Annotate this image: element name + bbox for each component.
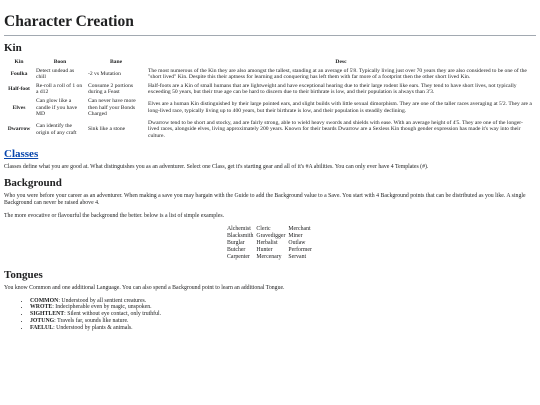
tongues-text: You know Common and one additional Language. You can also spend a Background point to learn an additional Tongue. — [4, 284, 285, 291]
table-row — [227, 254, 315, 261]
background-text-examples-intro: The more evocative or flavourful the background the better. below is a list of simple examples. — [4, 212, 225, 219]
column-header-desc: Desc — [335, 59, 347, 65]
background-text: Who you were before your career as an adventurer. When making a save you may bargain with the Guide to add the Background value to a Save. You start with 4 Background points that can be distributed as you like. A single Background can never be raised above 4. — [4, 192, 526, 206]
kin-boon: Re-roll a roll of 1 on a d12 — [36, 82, 83, 96]
kin-desc: Dwarrow tend to be short and stocky, and are fairly strong, able to wield heavy swords and shields with ease. With an average height of 4'5. They are one of the longer-lived races, alongside elves, living approximately 200 years. Known for their beards Dwarrow are a Sexless Kin though gender expression has made it's way into their culture. — [148, 119, 523, 139]
background-example: Outlaw — [288, 239, 306, 246]
table-row — [4, 68, 536, 83]
tongue-desc: : Indecipherable even by magic, unspoken. — [52, 304, 152, 311]
background-example: Alchemist — [227, 225, 251, 232]
classes-heading — [4, 148, 536, 161]
kin-bane: Sink like a stone — [88, 126, 126, 133]
tongue-name: SIGHTLENT — [30, 311, 65, 318]
classes-link[interactable]: Classes — [4, 147, 39, 160]
column-header-boon: Boon — [53, 59, 67, 65]
table-row — [227, 226, 315, 233]
tongues-list — [4, 298, 536, 332]
table-row — [4, 98, 536, 120]
kin-name: Half-foot — [8, 86, 30, 93]
background-example: Carpenter — [227, 253, 250, 260]
kin-boon: Can identify the origin of any craft — [36, 123, 77, 136]
list-item — [30, 311, 536, 318]
tongue-name: COMMON — [30, 297, 59, 304]
kin-boon: Can glow like a candle if you have MD — [36, 97, 78, 118]
tongue-name: WROTE — [30, 304, 53, 311]
table-row — [4, 120, 536, 142]
background-example: Herbalist — [256, 239, 278, 246]
background-example: Hunter — [256, 246, 273, 253]
tongue-desc: : Silent without eye contact, only truthful. — [64, 311, 162, 318]
kin-desc: Half-foots are a Kin of small humans that are lightweight and have exceptional hearing due to their large rodent like ears. They tend to have short lives, not typically exceeding 50 years, but their true age can be hard to discern due to their birthrate is low, and their population is always than 3'3. — [148, 82, 517, 96]
kin-table — [4, 58, 536, 142]
tongue-desc: : Travels far, sounds like nature. — [54, 317, 129, 324]
background-example: Cleric — [256, 225, 271, 232]
background-example: Butcher — [227, 246, 246, 253]
background-example: Blacksmith — [227, 232, 254, 239]
table-row — [227, 247, 315, 254]
kin-boon: Detect undead as chill — [36, 67, 75, 81]
table-row — [227, 240, 315, 247]
classes-text: Classes define what you are good at. What distinguishes you as an adventurer. Select one Class, get it's starting gear and all of it's #A abilities. You can only ever have 4 Templates (#). — [4, 163, 429, 170]
list-item — [30, 318, 536, 325]
background-example: Miner — [288, 232, 303, 239]
tongue-name: FAELUL — [30, 324, 54, 331]
kin-bane: Consume 2 portions during a Feast — [88, 82, 134, 96]
kin-desc: Elves are a human Kin distinguished by their large pointed ears, and slight builds with little sexual dimorphism. They are one of the taller races averaging at 5'2. They are a long-lived race, typically living up to 400 years, but their birthrate is low, and their population is steadily declining. — [148, 101, 532, 114]
background-examples-table — [227, 226, 315, 261]
title-divider — [4, 35, 536, 36]
kin-header-row — [4, 58, 536, 68]
list-item — [30, 298, 536, 305]
background-example: Performer — [288, 246, 312, 253]
tongue-desc: : Understood by all sentient creatures. — [58, 297, 147, 304]
table-row — [227, 233, 315, 240]
tongues-heading: Tongues — [4, 268, 43, 281]
kin-bane: -2 vs Mutation — [88, 70, 121, 77]
page-title: Character Creation — [4, 13, 134, 30]
kin-heading: Kin — [4, 42, 22, 54]
kin-desc: The most numerous of the Kin they are also amongst the tallest, standing at an average of 5'8. Typically living just over 70 years they are also considered to be one of the "short lived" Kin. Despite this their aptness for learning and conquering has left them with far more of a footprint then the other short lived Kin. — [148, 67, 527, 81]
background-example: Servant — [288, 253, 307, 260]
background-example: Gravedigger — [256, 232, 286, 239]
kin-name: Foulka — [10, 70, 28, 77]
tongue-name: JOTUNG — [30, 317, 55, 324]
column-header-bane: Bane — [109, 59, 123, 65]
table-row — [4, 83, 536, 98]
kin-name: Dwarrow — [7, 126, 31, 133]
background-example: Mercenary — [256, 253, 282, 260]
background-example: Burglar — [227, 239, 245, 246]
list-item — [30, 325, 536, 332]
tongue-desc: : Understood by plants & animals. — [53, 324, 133, 331]
background-heading: Background — [4, 176, 62, 189]
kin-name: Elves — [12, 104, 26, 111]
background-example: Merchant — [288, 225, 311, 232]
column-header-kin: Kin — [14, 59, 24, 65]
kin-bane: Can never have more then half your Bonds Charged — [88, 97, 136, 118]
